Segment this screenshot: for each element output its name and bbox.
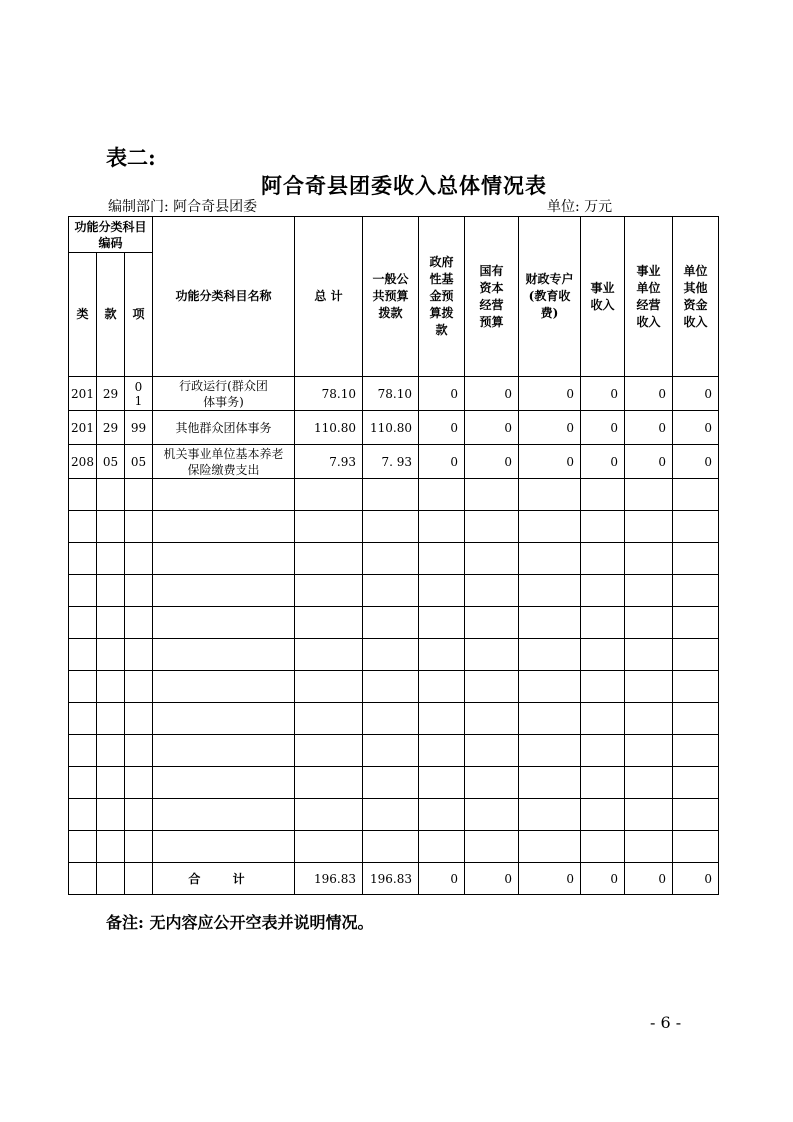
header-biz-unit-op: 事业单位经营收入 bbox=[625, 217, 673, 377]
header-other: 单位其他资金收入 bbox=[673, 217, 719, 377]
document-title: 阿合奇县团委收入总体情况表 bbox=[261, 173, 547, 198]
cell-state-capital: 0 bbox=[465, 411, 519, 445]
empty-row bbox=[69, 735, 719, 767]
page-number: - 6 - bbox=[650, 1013, 682, 1032]
cell-biz-unit-op: 0 bbox=[625, 445, 673, 479]
total-general: 196.83 bbox=[363, 863, 419, 895]
total-state-capital: 0 bbox=[465, 863, 519, 895]
cell-xiang: 01 bbox=[125, 377, 153, 411]
cell-name: 机关事业单位基本养老保险缴费支出 bbox=[153, 445, 295, 479]
cell-total: 110.80 bbox=[295, 411, 363, 445]
cell-gov-fund: 0 bbox=[419, 377, 465, 411]
total-gov-fund: 0 bbox=[419, 863, 465, 895]
empty-row bbox=[69, 831, 719, 863]
total-row bbox=[69, 863, 719, 895]
cell-business: 0 bbox=[581, 377, 625, 411]
cell-total: 78.10 bbox=[295, 377, 363, 411]
cell-name: 其他群众团体事务 bbox=[153, 411, 295, 445]
cell-gov-fund: 0 bbox=[419, 411, 465, 445]
unit-label: 单位: 万元 bbox=[547, 199, 613, 215]
empty-row bbox=[69, 703, 719, 735]
total-fiscal-special: 0 bbox=[519, 863, 581, 895]
total-label: 合 计 bbox=[153, 863, 295, 895]
cell-business: 0 bbox=[581, 411, 625, 445]
empty-row bbox=[69, 799, 719, 831]
cell-other: 0 bbox=[673, 445, 719, 479]
cell-other: 0 bbox=[673, 377, 719, 411]
cell-total: 7.93 bbox=[295, 445, 363, 479]
cell-xiang: 05 bbox=[125, 445, 153, 479]
cell-lei: 201 bbox=[69, 377, 97, 411]
header-business: 事业收入 bbox=[581, 217, 625, 377]
cell-xiang: 99 bbox=[125, 411, 153, 445]
cell-kuan: 05 bbox=[97, 445, 125, 479]
compiling-department: 编制部门: 阿合奇县团委 bbox=[108, 199, 258, 215]
empty-row bbox=[69, 671, 719, 703]
header-xiang: 项 bbox=[125, 253, 153, 377]
cell-lei: 201 bbox=[69, 411, 97, 445]
cell-fiscal-special: 0 bbox=[519, 445, 581, 479]
cell-state-capital: 0 bbox=[465, 445, 519, 479]
empty-row bbox=[69, 479, 719, 511]
total-total: 196.83 bbox=[295, 863, 363, 895]
cell-kuan: 29 bbox=[97, 411, 125, 445]
header-code-group: 功能分类科目编码 bbox=[69, 217, 153, 253]
empty-row bbox=[69, 639, 719, 671]
cell-state-capital: 0 bbox=[465, 377, 519, 411]
cell-general: 78.10 bbox=[363, 377, 419, 411]
header-kuan: 款 bbox=[97, 253, 125, 377]
table-row bbox=[69, 411, 719, 445]
cell-biz-unit-op: 0 bbox=[625, 377, 673, 411]
cell-general: 7. 93 bbox=[363, 445, 419, 479]
table-label: 表二: bbox=[106, 145, 156, 170]
total-other: 0 bbox=[673, 863, 719, 895]
cell-other: 0 bbox=[673, 411, 719, 445]
header-lei: 类 bbox=[69, 253, 97, 377]
header-gov-fund: 政府性基金预算拨款 bbox=[419, 217, 465, 377]
cell-kuan: 29 bbox=[97, 377, 125, 411]
cell-biz-unit-op: 0 bbox=[625, 411, 673, 445]
table-row bbox=[69, 377, 719, 411]
total-business: 0 bbox=[581, 863, 625, 895]
cell-fiscal-special: 0 bbox=[519, 411, 581, 445]
income-table bbox=[68, 216, 719, 895]
header-fiscal-special: 财政专户(教育收费) bbox=[519, 217, 581, 377]
cell-name: 行政运行(群众团体事务) bbox=[153, 377, 295, 411]
header-general: 一般公共预算拨款 bbox=[363, 217, 419, 377]
cell-business: 0 bbox=[581, 445, 625, 479]
cell-general: 110.80 bbox=[363, 411, 419, 445]
table-row bbox=[69, 445, 719, 479]
header-state-capital: 国有资本经营预算 bbox=[465, 217, 519, 377]
cell-fiscal-special: 0 bbox=[519, 377, 581, 411]
empty-row bbox=[69, 543, 719, 575]
header-total: 总 计 bbox=[295, 217, 363, 377]
empty-row bbox=[69, 607, 719, 639]
total-biz-unit-op: 0 bbox=[625, 863, 673, 895]
cell-gov-fund: 0 bbox=[419, 445, 465, 479]
empty-row bbox=[69, 511, 719, 543]
cell-lei: 208 bbox=[69, 445, 97, 479]
empty-row bbox=[69, 575, 719, 607]
header-name: 功能分类科目名称 bbox=[153, 217, 295, 377]
empty-row bbox=[69, 767, 719, 799]
remarks-note: 备注: 无内容应公开空表并说明情况。 bbox=[106, 913, 374, 932]
